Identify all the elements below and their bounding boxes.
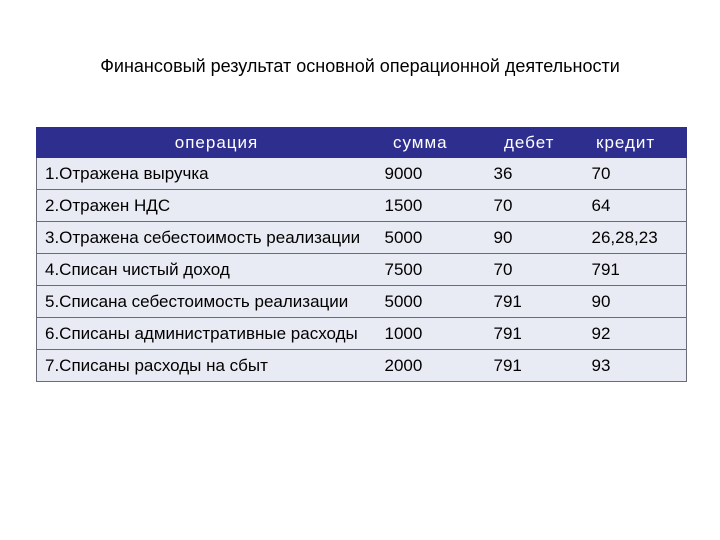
operation-cell: 3.Отражена себестоимость реализации [37,222,377,254]
debit-cell: 791 [486,350,584,382]
table-row [37,158,687,190]
credit-cell: 92 [584,318,687,350]
amount-cell: 2000 [377,350,486,382]
table-row [37,286,687,318]
amount-cell: 5000 [377,286,486,318]
amount-cell: 1000 [377,318,486,350]
header-debit: дебет [486,128,584,158]
operation-cell: 5.Списана себестоимость реализации [37,286,377,318]
debit-cell: 90 [486,222,584,254]
header-operation: операция [37,128,377,158]
amount-cell: 9000 [377,158,486,190]
operations-table [36,127,687,382]
debit-cell: 70 [486,190,584,222]
table-row [37,222,687,254]
operation-cell: 2.Отражен НДС [37,190,377,222]
debit-cell: 70 [486,254,584,286]
page-title: Финансовый результат основной операционной деятельности [100,56,620,76]
table-row [37,190,687,222]
credit-cell: 791 [584,254,687,286]
table-header-row [37,128,687,158]
header-amount: сумма [377,128,486,158]
amount-cell: 5000 [377,222,486,254]
debit-cell: 36 [486,158,584,190]
operation-cell: 7.Списаны расходы на сбыт [37,350,377,382]
operation-cell: 6.Списаны административные расходы [37,318,377,350]
table-row [37,350,687,382]
credit-cell: 26,28,23 [584,222,687,254]
operation-cell: 4.Списан чистый доход [37,254,377,286]
credit-cell: 93 [584,350,687,382]
amount-cell: 7500 [377,254,486,286]
operation-cell: 1.Отражена выручка [37,158,377,190]
debit-cell: 791 [486,318,584,350]
credit-cell: 64 [584,190,687,222]
credit-cell: 70 [584,158,687,190]
amount-cell: 1500 [377,190,486,222]
header-credit: кредит [584,128,687,158]
debit-cell: 791 [486,286,584,318]
credit-cell: 90 [584,286,687,318]
table-row [37,318,687,350]
table-row [37,254,687,286]
